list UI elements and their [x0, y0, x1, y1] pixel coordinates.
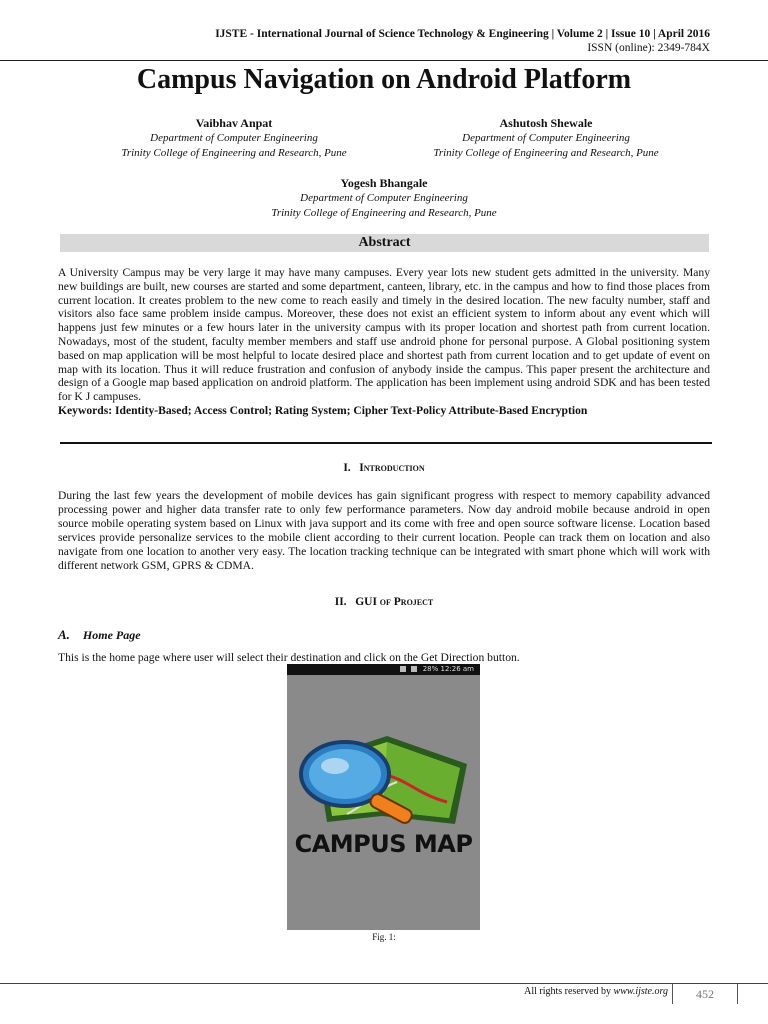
- section-heading-gui: [0, 596, 768, 608]
- author-dept: Department of Computer Engineering: [150, 132, 318, 144]
- author-college: Trinity College of Engineering and Research, Pune: [271, 207, 497, 219]
- abstract-text: A University Campus may be very large it may have many campuses. Every year lots new student gets admitted in the university. Many new buildings are built, new courses are started and some department, canteen, library, etc. in the campus and how to find those places from current location. It creates problem to the new come to reach easily and timely in the desired location. The new faculty number, staff and visitors also face same problem inside campus. Moreover, these does not exist an efficient system to inform about any event which will happens just few minutes or a few hours later in the university campus with its proper location and shortest path from current location. Nowadays, most of the student, faculty member members and staff use android phone for personal purpose. A Global positioning system based on map application will be most helpful to locate desired place and shortest path from current location and to get update of event on map with its location. Thus it will reduce frustration and confusion of anybody inside the campus. This paper present the architecture and design of a Google map based application on android platform. The application has been implement using android SDK and has been tested for K J campuses.: [58, 266, 710, 404]
- section-number: II.: [334, 596, 347, 608]
- section-heading-introduction: [0, 462, 768, 474]
- author-name: Ashutosh Shewale: [499, 116, 593, 130]
- subsection-title: Home Page: [82, 628, 141, 642]
- figure-caption: Fig. 1:: [372, 932, 396, 942]
- author-block: [84, 116, 384, 161]
- section-title: GUI of Project: [355, 596, 434, 608]
- page-number: 452: [672, 984, 738, 1004]
- header-rule: [0, 60, 768, 61]
- subsection-letter: A.: [58, 627, 70, 642]
- abstract-heading: Abstract: [60, 234, 709, 252]
- author-name: Yogesh Bhangale: [340, 176, 428, 190]
- section-title: Introduction: [359, 462, 425, 474]
- keywords: Keywords: Identity-Based; Access Control; Rating System; Cipher Text-Policy Attribute-Based Encryption: [58, 403, 588, 417]
- footer-rule: [0, 983, 768, 984]
- paper-title: Campus Navigation on Android Platform: [136, 64, 632, 95]
- abstract-rule: [60, 442, 712, 444]
- journal-url[interactable]: www.ijste.org: [613, 986, 668, 997]
- author-college: Trinity College of Engineering and Research, Pune: [433, 147, 659, 159]
- issn-line: ISSN (online): 2349-784X: [587, 42, 710, 54]
- app-screenshot-figure: [287, 664, 480, 930]
- section-number: I.: [343, 462, 351, 474]
- map-magnifier-logo-icon: [287, 664, 480, 930]
- app-title: CAMPUS MAP: [294, 830, 473, 858]
- author-block: [396, 116, 696, 161]
- abstract-body: [58, 266, 710, 418]
- status-text: 28% 12:26 am: [422, 665, 474, 673]
- author-dept: Department of Computer Engineering: [300, 192, 468, 204]
- rights-text: All rights reserved by: [524, 986, 612, 997]
- subsection-heading: [58, 627, 141, 643]
- author-college: Trinity College of Engineering and Research, Pune: [121, 147, 347, 159]
- author-name: Vaibhav Anpat: [195, 116, 273, 130]
- subsection-paragraph: This is the home page where user will select their destination and click on the Get Direction button.: [58, 651, 520, 664]
- footer-rights: [524, 986, 668, 997]
- author-block: [234, 176, 534, 221]
- journal-line: IJSTE - International Journal of Science Technology & Engineering | Volume 2 | Issue 10 | April 2016: [215, 28, 710, 40]
- running-header: [215, 27, 710, 55]
- author-dept: Department of Computer Engineering: [462, 132, 630, 144]
- introduction-paragraph: During the last few years the development of mobile devices has gain significant progress with respect to memory capability advanced processing power and higher data transfer rate to only few performance parameters. Now day android mobile because android in open source mobile operating system based on Linux with java support and its come with free and open source software license. Location based services provide personalize services to the mobile client according to their current location. People can track them on location and also navigate from one location to another very easy. The location tracking technique can be integrated with smart phone which will work with different network GSM, GPRS & CDMA.: [58, 489, 710, 572]
